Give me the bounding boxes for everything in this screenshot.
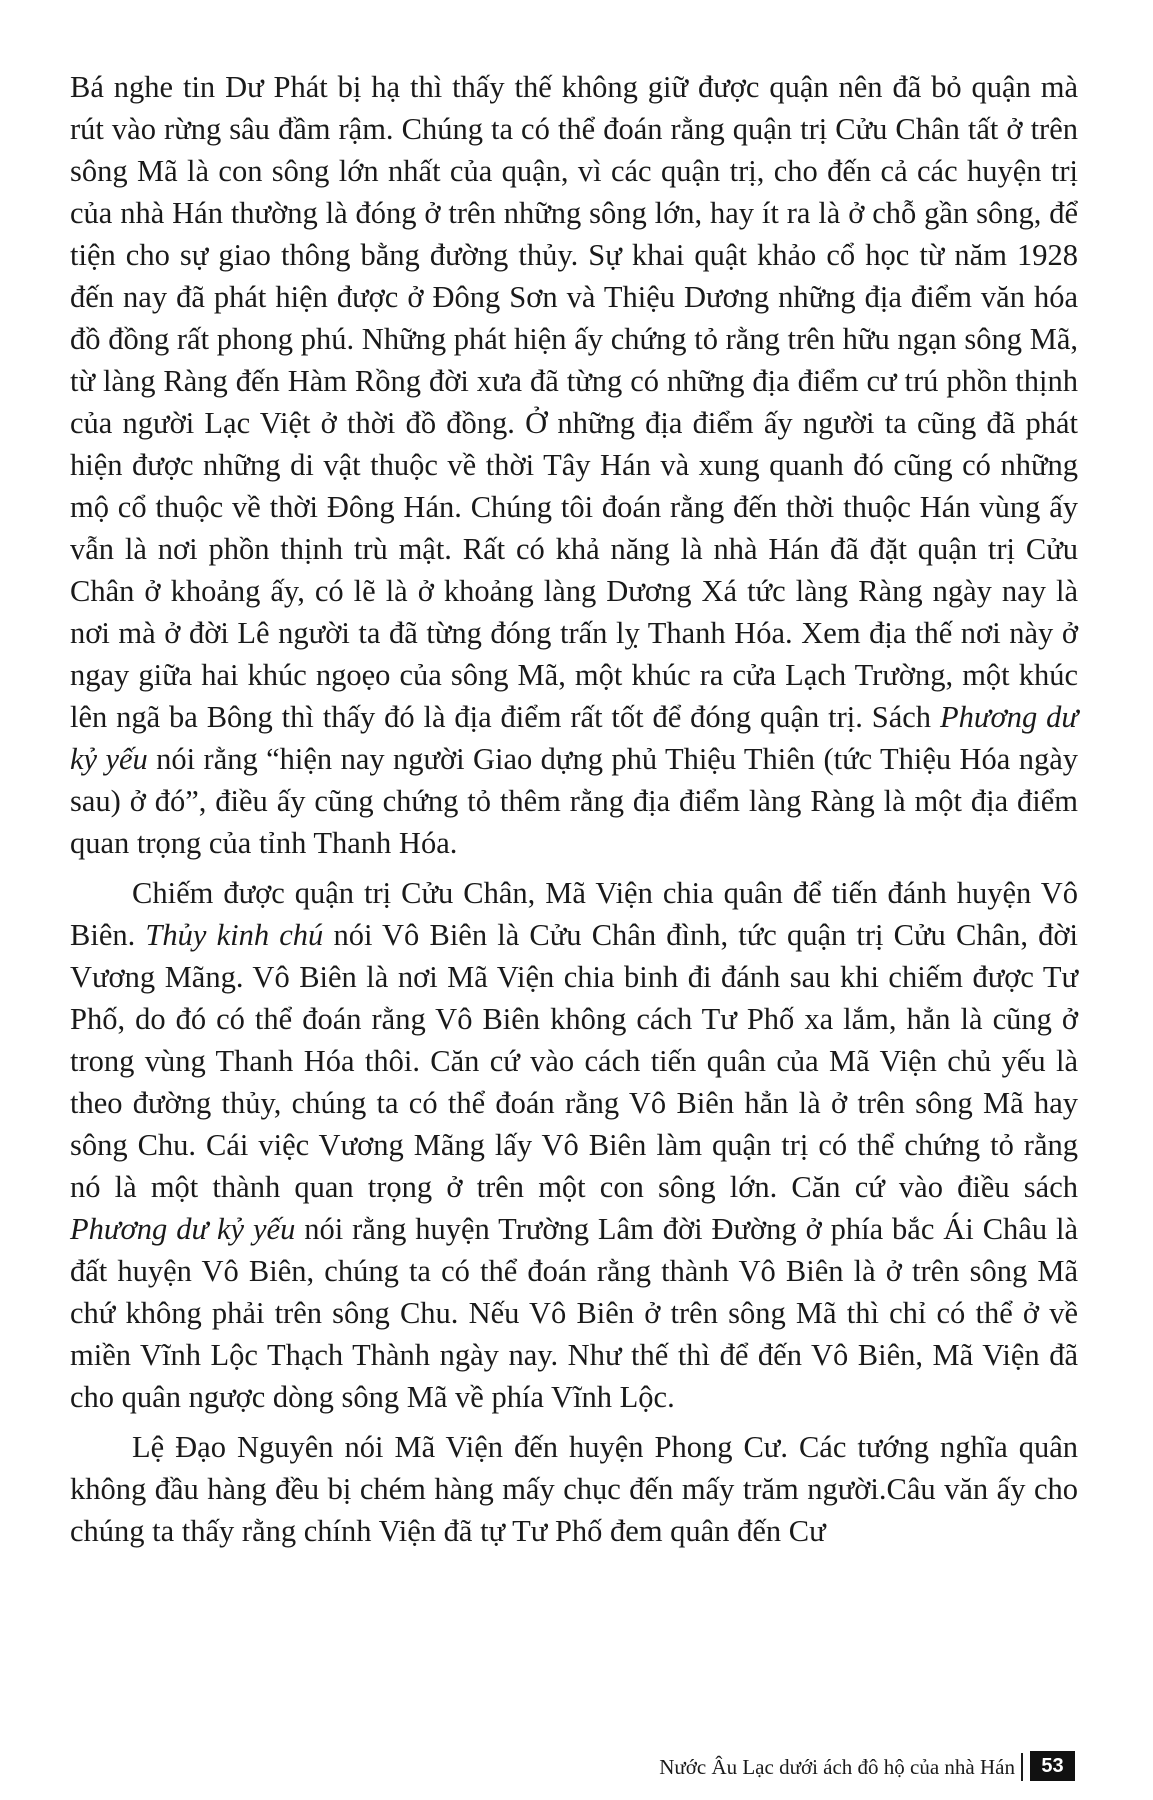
page-footer <box>0 1750 1153 1784</box>
body-text <box>70 66 1078 1560</box>
italic-title: Phương dư kỷ yếu <box>70 1212 296 1246</box>
text-run: nói Vô Biên là Cửu Chân đình, tức quận trị Cửu Chân, đời Vương Mãng. Vô Biên là nơi Mã Viện chia binh đi đánh sau khi chiếm được Tư Phố, do đó có thể đoán rằng Vô Biên không cách Tư Phố xa lắm, hẳn là cũng ở trong vùng Thanh Hóa thôi. Căn cứ vào cách tiến quân của Mã Viện chủ yếu là theo đường thủy, chúng ta có thể đoán rằng Vô Biên hẳn là ở trên sông Mã hay sông Chu. Cái việc Vương Mãng lấy Vô Biên làm quận trị có thể chứng tỏ rằng nó là một thành quan trọng ở trên một con sông lớn. Căn cứ vào điều sách <box>70 918 1078 1204</box>
text-run: Lệ Đạo Nguyên nói Mã Viện đến huyện Phong Cư. Các tướng nghĩa quân không đầu hàng đều bị chém hàng mấy chục đến mấy trăm người.Câu văn ấy cho chúng ta thấy rằng chính Viện đã tự Tư Phố đem quân đến Cư <box>70 1430 1078 1548</box>
italic-title: Thủy kinh chú <box>145 918 324 952</box>
text-run: nói rằng huyện Trường Lâm đời Đường ở phía bắc Ái Châu là đất huyện Vô Biên, chúng ta có thể đoán rằng thành Vô Biên là ở trên sông Mã chứ không phải trên sông Chu. Nếu Vô Biên ở trên sông Mã thì chỉ có thể ở về miền Vĩnh Lộc Thạch Thành ngày nay. Như thế thì để đến Vô Biên, Mã Viện đã cho quân ngược dòng sông Mã về phía Vĩnh Lộc. <box>70 1212 1079 1414</box>
paragraph <box>70 1426 1078 1552</box>
text-run: Chiếm được quận trị Cửu Chân, Mã Viện chia quân để tiến đánh huyện Vô Biên. <box>70 876 1078 952</box>
paragraph <box>70 66 1078 864</box>
paragraph <box>70 872 1078 1418</box>
running-title: Nước Âu Lạc dưới ách đô hộ của nhà Hán <box>659 1753 1023 1781</box>
text-run: nói rằng “hiện nay người Giao dựng phủ Thiệu Thiên (tức Thiệu Hóa ngày sau) ở đó”, điều ấy cũng chứng tỏ thêm rằng địa điểm làng Ràng là một địa điểm quan trọng của tỉnh Thanh Hóa. <box>70 742 1078 860</box>
page-number: 53 <box>1030 1751 1075 1781</box>
italic-title: Phương dư kỷ yếu <box>70 700 1078 776</box>
text-run: Bá nghe tin Dư Phát bị hạ thì thấy thế không giữ được quận nên đã bỏ quận mà rút vào rừng sâu đầm rậm. Chúng ta có thể đoán rằng quận trị Cửu Chân tất ở trên sông Mã là con sông lớn nhất của quận, vì các quận trị, cho đến cả các huyện trị của nhà Hán thường là đóng ở trên những sông lớn, hay ít ra là ở chỗ gần sông, để tiện cho sự giao thông bằng đường thủy. Sự khai quật khảo cổ học từ năm 1928 đến nay đã phát hiện được ở Đông Sơn và Thiệu Dương những địa điểm văn hóa đồ đồng rất phong phú. Những phát hiện ấy chứng tỏ rằng trên hữu ngạn sông Mã, từ làng Ràng đến Hàm Rồng đời xưa đã từng có những địa điểm cư trú phồn thịnh của người Lạc Việt ở thời đồ đồng. Ở những địa điểm ấy người ta cũng đã phát hiện được những di vật thuộc về thời Tây Hán và xung quanh đó cũng có những mộ cổ thuộc về thời Đông Hán. Chúng tôi đoán rằng đến thời thuộc Hán vùng ấy vẫn là nơi phồn thịnh trù mật. Rất có khả năng là nhà Hán đã đặt quận trị Cửu Chân ở khoảng ấy, có lẽ là ở khoảng làng Dương Xá tức làng Ràng ngày nay là nơi mà ở đời Lê người ta đã từng đóng trấn lỵ Thanh Hóa. Xem địa thế nơi này ở ngay giữa hai khúc ngoẹo của sông Mã, một khúc ra cửa Lạch Trường, một khúc lên ngã ba Bông thì thấy đó là địa điểm rất tốt để đóng quận trị. Sách <box>70 70 1078 734</box>
